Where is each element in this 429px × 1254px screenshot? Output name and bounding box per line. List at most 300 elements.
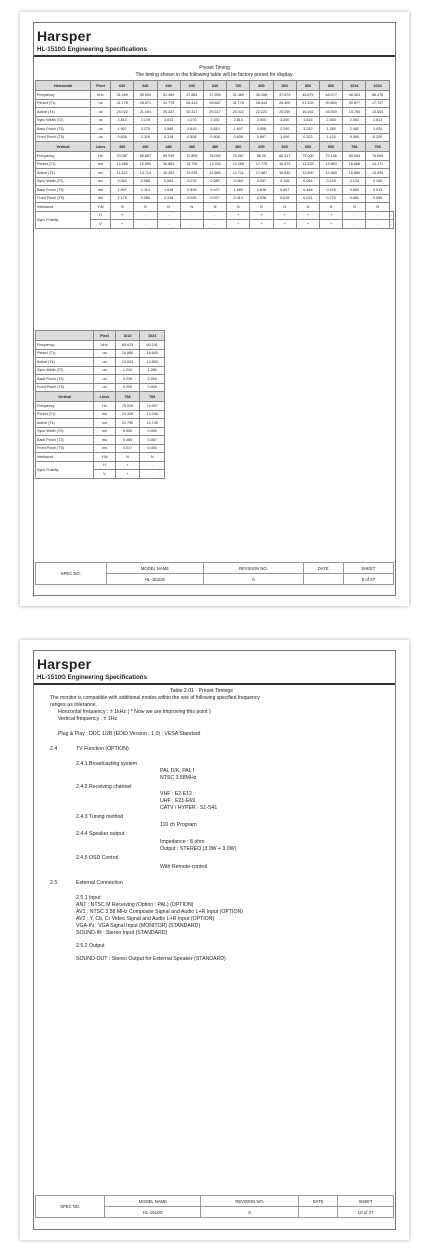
table-cell: 13.003 bbox=[115, 358, 140, 367]
table-cell: - bbox=[140, 461, 165, 470]
subsection: 2.4.2 Receiving channel bbox=[76, 784, 132, 790]
table-row bbox=[36, 91, 394, 100]
table-column-header: Lines bbox=[94, 392, 115, 402]
subsection: 2.4.4 Speaker output bbox=[76, 831, 125, 837]
spec-value: UHF : E21-E69 bbox=[160, 798, 196, 804]
section-title: TV Function (OPTION) bbox=[76, 746, 129, 752]
table-cell: 1.907 bbox=[227, 125, 250, 134]
table-cell: us bbox=[90, 116, 110, 125]
table-cell: us bbox=[94, 358, 115, 367]
table-row bbox=[36, 108, 394, 117]
body-line: ranges as tolerance. bbox=[50, 702, 98, 708]
table-cell: 1.280 bbox=[320, 125, 343, 134]
table-column-header: 480 bbox=[180, 142, 203, 152]
spec-value: ANT : NTSC M Receiving (Option : PAL) (OPTION) bbox=[76, 902, 194, 908]
table-cell: ms bbox=[90, 186, 110, 195]
vertical-header-row bbox=[36, 142, 394, 152]
table-cell: 0.124 bbox=[343, 177, 366, 186]
table-cell: - bbox=[389, 220, 393, 229]
table-cell: 48.363 bbox=[343, 91, 366, 100]
table-cell: 0.026 bbox=[273, 194, 296, 203]
table-row bbox=[36, 444, 165, 453]
table-column-header: 720 bbox=[227, 81, 250, 91]
table-cell: 25.422 bbox=[111, 108, 134, 117]
sync-polarity-label: Sync Polarity bbox=[36, 461, 94, 478]
row-label: Sync Width (T2) bbox=[36, 116, 91, 125]
table-cell: 0.106 bbox=[366, 177, 389, 186]
table-cell: + bbox=[250, 220, 273, 229]
table-cell: 37.500 bbox=[203, 91, 226, 100]
table-row bbox=[36, 194, 394, 203]
table-cell: 0.508 bbox=[180, 133, 203, 142]
table-cell: 13.333 bbox=[203, 160, 226, 169]
table-cell: ms bbox=[90, 169, 110, 178]
table-cell: + bbox=[111, 211, 134, 220]
table-cell: 0.017 bbox=[115, 444, 140, 453]
table-caption-title: Preset Timing bbox=[199, 65, 230, 71]
body-line: Vertical frequency : ± 1Hz bbox=[58, 716, 118, 722]
table-column-header: Lines bbox=[90, 142, 110, 152]
spec-value: SOUND-IN : Stereo Input (STANDARD) bbox=[76, 930, 168, 936]
table-cell: 3.813 bbox=[157, 116, 180, 125]
horizontal-header-row bbox=[36, 331, 165, 341]
table-cell: H bbox=[90, 211, 110, 220]
table-cell: 3.232 bbox=[296, 125, 319, 134]
table-cell: 1.907 bbox=[111, 125, 134, 134]
table-caption-note: The timing shown in the following table will be factory preset for display. bbox=[135, 72, 294, 78]
table-section-header: Vertical bbox=[36, 392, 94, 402]
table-cell: 0.478 bbox=[320, 186, 343, 195]
table-cell: - bbox=[389, 211, 393, 220]
subsection: 2.4.3 Tuning method bbox=[76, 814, 124, 820]
table-column-header: 768 bbox=[140, 392, 165, 402]
table-cell: 0.667 bbox=[250, 133, 273, 142]
table-cell: 1.907 bbox=[111, 186, 134, 195]
table-cell: 0.318 bbox=[157, 133, 180, 142]
table-cell: us bbox=[90, 133, 110, 142]
table-row bbox=[36, 453, 165, 462]
table-cell: 3.810 bbox=[203, 125, 226, 134]
footer-label-spec-no: SPEC NO. bbox=[36, 1196, 105, 1218]
spec-value: VGA-IN : VGA Signal Input (MONITOR) (STANDARD) bbox=[76, 923, 201, 929]
table-cell: V bbox=[94, 470, 115, 479]
table-cell: 0.026 bbox=[180, 194, 203, 203]
section-title: External Connection bbox=[76, 880, 123, 886]
table-cell: 56.476 bbox=[366, 91, 389, 100]
table-cell: 2.260 bbox=[140, 375, 165, 384]
footer-label-date: DATE bbox=[299, 1196, 338, 1207]
table-row bbox=[36, 349, 165, 358]
table-cell: 3.175 bbox=[134, 125, 157, 134]
table-cell: 60.023 bbox=[115, 341, 140, 350]
table-cell: 0.600 bbox=[343, 186, 366, 195]
table-cell: 66.667 bbox=[134, 152, 157, 161]
table-cell: 0.318 bbox=[157, 194, 180, 203]
table-cell: 3.200 bbox=[273, 116, 296, 125]
table-cell: 60.241 bbox=[140, 341, 165, 350]
table-cell: 20.317 bbox=[203, 108, 226, 117]
table-cell: 3.813 bbox=[111, 116, 134, 125]
table-cell: 31.469 bbox=[227, 91, 250, 100]
table-cell: 26.413 bbox=[180, 99, 203, 108]
table-cell: 0.460 bbox=[115, 436, 140, 445]
table-cell: 0.607 bbox=[273, 186, 296, 195]
table-cell: + bbox=[115, 461, 140, 470]
table-cell: 0.080 bbox=[203, 177, 226, 186]
table-cell: 0.027 bbox=[203, 194, 226, 203]
table-row bbox=[36, 366, 165, 375]
table-cell: N bbox=[115, 453, 140, 462]
table-column-header: 600 bbox=[273, 142, 296, 152]
footer-label-sheet: SHEET bbox=[343, 563, 393, 574]
document-page-9 bbox=[20, 12, 409, 606]
table-cell: 1.616 bbox=[296, 116, 319, 125]
table-cell: us bbox=[90, 99, 110, 108]
table-cell: 0.106 bbox=[273, 177, 296, 186]
table-cell: 31.778 bbox=[111, 99, 134, 108]
table-cell: 16.000 bbox=[320, 108, 343, 117]
table-cell: 35.000 bbox=[134, 91, 157, 100]
table-cell: - bbox=[343, 211, 366, 220]
row-label: Back Porch (T3) bbox=[36, 436, 94, 445]
table-column-header: 800 bbox=[296, 81, 319, 91]
table-column-header: 480 bbox=[157, 142, 180, 152]
table-row bbox=[36, 358, 165, 367]
table-column-header: Pixel bbox=[94, 331, 115, 341]
table-cell: 48.077 bbox=[320, 91, 343, 100]
row-label: Period (T1) bbox=[36, 349, 94, 358]
table-cell: us bbox=[94, 375, 115, 384]
table-cell: - bbox=[366, 211, 389, 220]
brand-logo: Harsper bbox=[37, 656, 92, 672]
table-cell: 0.626 bbox=[250, 186, 273, 195]
table-cell: H bbox=[94, 461, 115, 470]
table-cell: 12.480 bbox=[320, 169, 343, 178]
table-cell: 1.219 bbox=[115, 366, 140, 375]
row-label: Back Porch (T3) bbox=[36, 375, 94, 384]
table-cell: 13.653 bbox=[366, 108, 389, 117]
table-cell: 13.735 bbox=[180, 160, 203, 169]
table-row bbox=[36, 152, 394, 161]
sync-polarity-label: Sync Polarity bbox=[36, 211, 91, 228]
table-cell: Hz bbox=[90, 152, 110, 161]
table-cell: 13.599 bbox=[366, 169, 389, 178]
table-column-header: 640 bbox=[111, 81, 134, 91]
table-cell: 2.235 bbox=[115, 375, 140, 384]
table-column-header: 640 bbox=[157, 81, 180, 91]
table-cell: 2.200 bbox=[273, 125, 296, 134]
revision-value: 0 bbox=[201, 1207, 299, 1218]
table-cell: N bbox=[157, 203, 180, 212]
table-cell: 0.508 bbox=[203, 133, 226, 142]
table-cell: 3.175 bbox=[134, 116, 157, 125]
table-row bbox=[36, 427, 165, 436]
table-cell: + bbox=[320, 211, 343, 220]
table-cell: N bbox=[140, 453, 165, 462]
table-cell: 1.270 bbox=[180, 116, 203, 125]
table-cell: - bbox=[366, 220, 389, 229]
table-cell: 0.770 bbox=[320, 194, 343, 203]
table-row bbox=[36, 419, 165, 428]
preset-timing-table-main bbox=[35, 80, 394, 229]
table-cell: 1.920 bbox=[366, 125, 389, 134]
table-column-header: 640 bbox=[180, 81, 203, 91]
table-column-header: 800 bbox=[250, 81, 273, 91]
footer-label-model-name: MODEL NAME bbox=[106, 563, 204, 574]
table-cell: 0.086 bbox=[134, 194, 157, 203]
table-cell: ms bbox=[94, 444, 115, 453]
footer-label-revision: REVISION NO. bbox=[204, 563, 304, 574]
table-cell: + bbox=[115, 470, 140, 479]
table-cell: 2.400 bbox=[320, 116, 343, 125]
footer-label-model-name: MODEL NAME bbox=[105, 1196, 201, 1207]
table-cell: 15.880 bbox=[343, 169, 366, 178]
section-number: 2.5 bbox=[50, 880, 58, 886]
table-cell: 16.683 bbox=[157, 160, 180, 169]
table-cell: 1.000 bbox=[273, 133, 296, 142]
table-cell: 0.055 bbox=[366, 194, 389, 203]
table-column-header: 480 bbox=[203, 142, 226, 152]
table-section-header: Vertical bbox=[36, 142, 91, 152]
subsection: 2.4.5 OSD Control bbox=[76, 855, 119, 861]
brand-logo: Harsper bbox=[37, 28, 92, 44]
row-label: Active (T4) bbox=[36, 108, 91, 117]
table-cell: 3.556 bbox=[250, 125, 273, 134]
table-cell: 2.462 bbox=[343, 125, 366, 134]
table-cell: - bbox=[157, 220, 180, 229]
table-cell: Hz bbox=[94, 402, 115, 411]
table-column-header: 1024 bbox=[140, 331, 165, 341]
spec-value: With Remote-control bbox=[160, 864, 208, 870]
table-cell: 22.222 bbox=[250, 108, 273, 117]
table-cell: 16.162 bbox=[296, 108, 319, 117]
table-cell: 17.707 bbox=[366, 99, 389, 108]
table-column-header: 640 bbox=[203, 81, 226, 91]
table-cell: 12.678 bbox=[180, 169, 203, 178]
table-cell: 12.749 bbox=[140, 419, 165, 428]
table-row bbox=[36, 116, 394, 125]
table-cell: N bbox=[296, 203, 319, 212]
table-cell: 20.800 bbox=[320, 99, 343, 108]
row-label: Active (T4) bbox=[36, 169, 91, 178]
table-cell: N bbox=[320, 203, 343, 212]
table-cell: 13.714 bbox=[134, 169, 157, 178]
table-cell: 15.840 bbox=[273, 169, 296, 178]
subsection: 2.4.1 Broadcasting system bbox=[76, 761, 138, 767]
row-label: Sync Width (T2) bbox=[36, 177, 91, 186]
table-column-header: 350 bbox=[111, 142, 134, 152]
table-column-header: 1024 bbox=[366, 81, 389, 91]
table-cell: 35.156 bbox=[250, 91, 273, 100]
table-cell: - bbox=[140, 470, 165, 479]
table-row bbox=[36, 169, 394, 178]
table-row bbox=[36, 203, 394, 212]
subsection: 2.5.1 Input bbox=[76, 895, 101, 901]
table-cell: 31.469 bbox=[111, 91, 134, 100]
table-cell: 25.422 bbox=[157, 108, 180, 117]
table-cell: N bbox=[250, 203, 273, 212]
table-cell: 70.069 bbox=[366, 152, 389, 161]
table-cell: - bbox=[134, 211, 157, 220]
row-label: Period (T1) bbox=[36, 410, 94, 419]
footer-label-date: DATE bbox=[303, 563, 343, 574]
table-cell: ms bbox=[90, 177, 110, 186]
spec-value: AV1 : NTSC 3.58 MHz Composite Signal and Audio L+R Input (OPTION) bbox=[76, 909, 243, 915]
table-cell: 75.000 bbox=[203, 152, 226, 161]
document-subtitle: HL-1510G Engineering Specifications bbox=[37, 674, 148, 681]
table-cell: + bbox=[320, 220, 343, 229]
table-cell: 60.004 bbox=[343, 152, 366, 161]
table-row bbox=[36, 410, 165, 419]
row-label: Frequency bbox=[36, 341, 94, 350]
spec-value: SOUND-OUT : Stereo Output for External Speaker (STANDARD) bbox=[76, 956, 226, 962]
table-cell: N bbox=[227, 203, 250, 212]
table-cell: 20.000 bbox=[273, 108, 296, 117]
footer-label-spec-no: SPEC NO. bbox=[36, 563, 107, 585]
sheet-value: 9 of 27 bbox=[343, 574, 393, 585]
table-cell: us bbox=[94, 349, 115, 358]
section-number: 2.4 bbox=[50, 746, 58, 752]
table-cell: 75.029 bbox=[115, 402, 140, 411]
row-label: Back Porch (T3) bbox=[36, 125, 91, 134]
table-cell: 0.079 bbox=[180, 177, 203, 186]
table-cell: 3.810 bbox=[180, 125, 203, 134]
table-cell: 60.317 bbox=[273, 152, 296, 161]
table-cell: us bbox=[94, 366, 115, 375]
table-cell: us bbox=[94, 383, 115, 392]
table-cell: 15.000 bbox=[134, 160, 157, 169]
model-value: HL-1510G bbox=[105, 1207, 201, 1218]
table-cell: us bbox=[90, 108, 110, 117]
table-cell: - bbox=[134, 220, 157, 229]
table-cell: kHz bbox=[94, 341, 115, 350]
table-cell: 72.188 bbox=[320, 152, 343, 161]
preset-timing-table-extra bbox=[35, 330, 165, 479]
table-cell: 14.268 bbox=[227, 160, 250, 169]
table-row bbox=[36, 375, 165, 384]
row-label: Frequency bbox=[36, 91, 91, 100]
table-cell: 1.280 bbox=[140, 366, 165, 375]
table-cell: 0.513 bbox=[366, 186, 389, 195]
row-label: Period (T1) bbox=[36, 160, 91, 169]
table-cell: + bbox=[273, 220, 296, 229]
table-cell: N bbox=[273, 203, 296, 212]
table-cell: Y/N bbox=[94, 453, 115, 462]
subsection: 2.5.2 Output bbox=[76, 943, 105, 949]
date-value bbox=[299, 1207, 338, 1218]
vertical-header-row bbox=[36, 392, 165, 402]
footer-title-block bbox=[35, 562, 394, 585]
revision-value: 0 bbox=[204, 574, 304, 585]
table-cell: 37.879 bbox=[273, 91, 296, 100]
table-cell: 56.25 bbox=[250, 152, 273, 161]
spec-value: AV2 : Y, Cb, Cr Video Signal and Audio L+R Input (OPTION) bbox=[76, 916, 215, 922]
table-cell: 12.795 bbox=[115, 419, 140, 428]
table-cell: ms bbox=[94, 419, 115, 428]
table-cell: - bbox=[180, 211, 203, 220]
table-column-header: 768 bbox=[115, 392, 140, 402]
body-line: Horizontal frequency : ± 1kHz ( * Now we are improving this point ) bbox=[58, 709, 211, 715]
table-row bbox=[36, 186, 394, 195]
document-subtitle: HL-1510G Engineering Specifications bbox=[37, 46, 148, 53]
row-label: Front Porch (T5) bbox=[36, 133, 91, 142]
table-cell: 16.666 bbox=[343, 160, 366, 169]
footer-label-revision: REVISION NO. bbox=[201, 1196, 299, 1207]
table-cell: 0.064 bbox=[157, 177, 180, 186]
table-cell: 1.114 bbox=[134, 186, 157, 195]
row-label: Sync Width (T2) bbox=[36, 366, 94, 375]
table-cell: ms bbox=[94, 410, 115, 419]
sync-polarity-row bbox=[36, 211, 394, 220]
table-row bbox=[36, 177, 394, 186]
spec-value: Impedance : 8 ohm bbox=[160, 839, 205, 845]
body-line: Plug & Play : DDC 1/2B (EDID Version : 1.0) : VESA Standard bbox=[58, 731, 201, 737]
row-label: Frequency bbox=[36, 152, 91, 161]
table-cell: 31.469 bbox=[157, 91, 180, 100]
table-row bbox=[36, 99, 394, 108]
table-cell: 0.400 bbox=[140, 383, 165, 392]
date-value bbox=[303, 574, 343, 585]
table-cell: 0.064 bbox=[296, 177, 319, 186]
table-row bbox=[36, 383, 165, 392]
table-cell: 17.067 bbox=[250, 169, 273, 178]
table-cell: 0.125 bbox=[320, 177, 343, 186]
table-cell: 15.754 bbox=[343, 108, 366, 117]
table-row bbox=[36, 160, 394, 169]
table-cell: - bbox=[157, 211, 180, 220]
row-label: Interlaced bbox=[36, 203, 91, 212]
table-cell: + bbox=[273, 211, 296, 220]
table-cell: 0.028 bbox=[250, 194, 273, 203]
table-cell: 1.120 bbox=[320, 133, 343, 142]
table-cell: - bbox=[180, 220, 203, 229]
row-label: Active (T4) bbox=[36, 419, 94, 428]
footer-title-block bbox=[35, 1195, 394, 1218]
table-cell: 26.667 bbox=[203, 99, 226, 108]
table-cell: - bbox=[203, 220, 226, 229]
table-section-header: Horizontal bbox=[36, 81, 91, 91]
table-cell: 13.333 bbox=[296, 160, 319, 169]
table-cell: 72.809 bbox=[180, 152, 203, 161]
table-cell: 75.000 bbox=[296, 152, 319, 161]
table-cell: 16.600 bbox=[140, 349, 165, 358]
table-cell: Y/N bbox=[90, 203, 110, 212]
table-cell: 28.444 bbox=[250, 99, 273, 108]
table-row bbox=[36, 133, 394, 142]
table-cell: 15.253 bbox=[157, 169, 180, 178]
spec-value: PAL D/K, PAL I bbox=[160, 768, 195, 774]
table-cell: 0.427 bbox=[203, 186, 226, 195]
table-cell: 2.092 bbox=[343, 116, 366, 125]
table-cell: 0.057 bbox=[250, 177, 273, 186]
row-label: Active (T4) bbox=[36, 358, 94, 367]
table-cell: V bbox=[90, 220, 110, 229]
table-cell: - bbox=[203, 211, 226, 220]
table-cell: 13.328 bbox=[115, 410, 140, 419]
table-cell: 14.268 bbox=[111, 160, 134, 169]
table-cell: 20.317 bbox=[180, 108, 203, 117]
table-cell: 0.086 bbox=[134, 177, 157, 186]
table-column-header: 400 bbox=[134, 142, 157, 152]
table-cell: 0.448 bbox=[296, 186, 319, 195]
table-cell: 2.032 bbox=[203, 116, 226, 125]
table-cell: 13.853 bbox=[320, 160, 343, 169]
table-cell: 14.272 bbox=[366, 160, 389, 169]
table-cell: ms bbox=[90, 160, 110, 169]
table-cell: 16.579 bbox=[273, 160, 296, 169]
sync-polarity-row bbox=[36, 461, 165, 470]
table-column-header: 600 bbox=[250, 142, 273, 152]
